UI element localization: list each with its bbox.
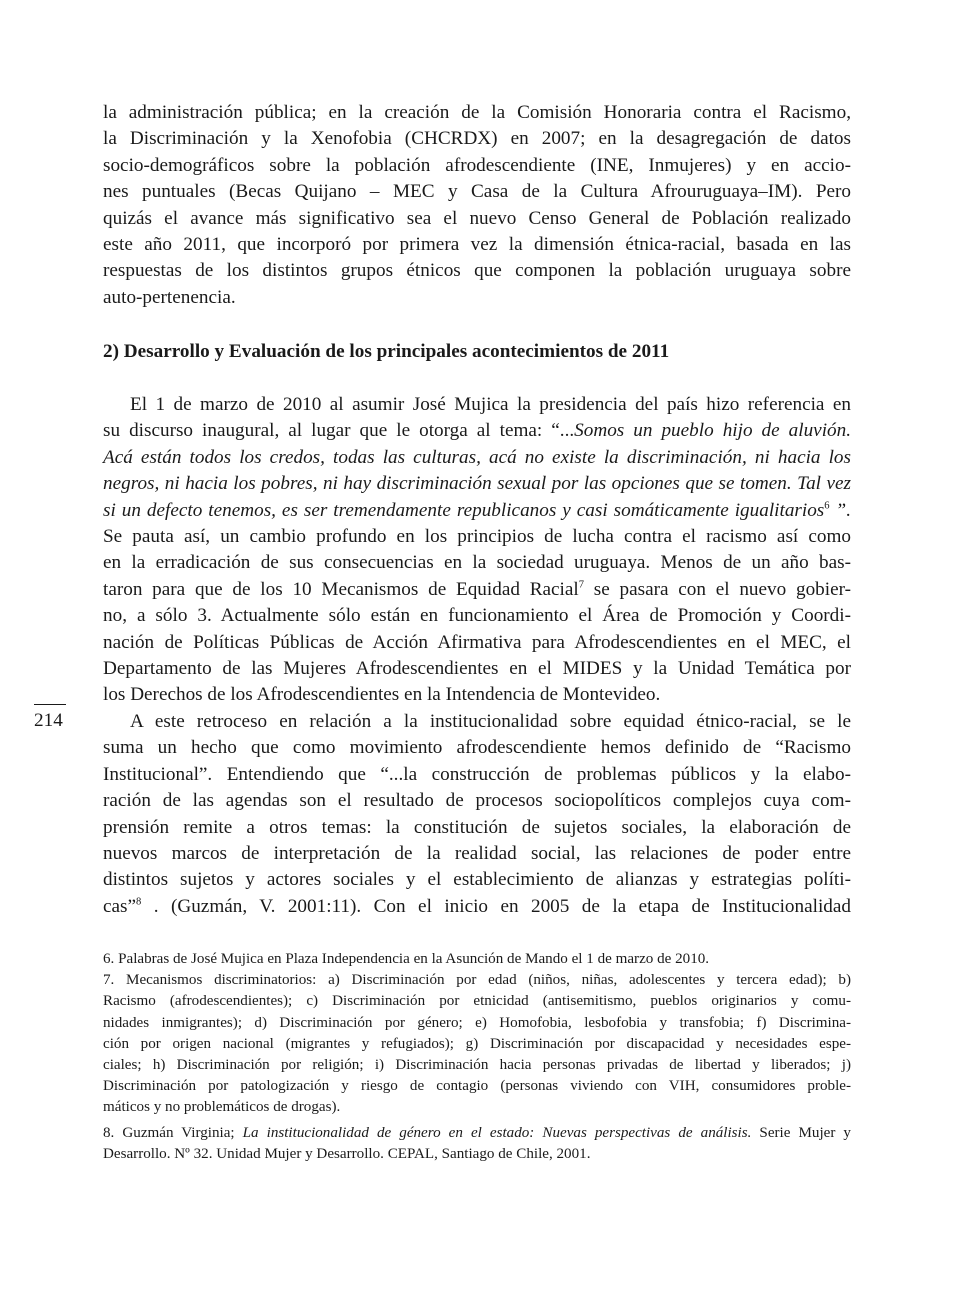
body-text-line: El 1 de marzo de 2010 al asumir José Mujica la presidencia del país hizo referencia en — [130, 394, 851, 415]
text-span: taron para que de los 10 Mecanismos de Equidad Racial — [103, 578, 579, 600]
quote-italic: Somos un pueblo hijo de aluvión. — [574, 420, 852, 442]
body-text-line: Departamento de las Mujeres Afrodescendientes en el MIDES y la Unidad Temática por — [103, 658, 851, 679]
footnote-7-line: nidades inmigrantes); d) Discriminación por género; e) Homofobia, lesbofobia y transfobia; f) Discrimina- — [103, 1014, 851, 1031]
body-text-line: respuestas de los distintos grupos étnicos que componen la población uruguaya sobre — [103, 260, 851, 282]
footnote-7-line: ción por origen nacional (migrantes y refugiados); g) Discriminación por discapacidad y necesidades espe- — [103, 1035, 851, 1052]
cited-title: La institucionalidad de género en el estado: Nuevas perspectivas de análisis. — [242, 1125, 752, 1141]
footnote-7-line: Racismo (afrodescendientes); c) Discriminación por etnicidad (antisemitismo, pueblos originarios y comu- — [103, 993, 851, 1010]
body-text-line: no, a sólo 3. Actualmente sólo están en funcionamiento el Área de Promoción y Coordi- — [103, 605, 851, 627]
page-number-rule — [34, 704, 66, 705]
text-span: cas” — [103, 895, 137, 917]
text-span: 8. Guzmán Virginia; — [103, 1125, 243, 1141]
footnote-7-line: máticos y no problemáticos de drogas). — [103, 1099, 341, 1116]
body-text-line: A este retroceso en relación a la institucionalidad sobre equidad étnico-racial, se le — [130, 711, 851, 732]
footnote-6: 6. Palabras de José Mujica en Plaza Independencia en la Asunción de Mando el 1 de marzo de 2010. — [103, 951, 710, 967]
body-text-line: auto-pertenencia. — [103, 286, 236, 308]
page-number: 214 — [34, 710, 63, 731]
footnote-7-line: Discriminación por patologización y riesgo de contagio (personas viviendo con VIH, consumidores proble- — [103, 1078, 851, 1095]
text-span: su discurso inaugural, al lugar que le otorga al tema: “... — [103, 420, 575, 442]
body-text-line: nuevos marcos de interpretación de la realidad social, las relaciones de poder entre — [103, 843, 851, 864]
quote-italic: Acá están todos los credos, todas las culturas, acá no existe la discriminación, ni hacia los — [103, 446, 851, 468]
quote-italic-close: ”. — [829, 499, 851, 521]
text-span: . (Guzmán, V. 2001:11). Con el inicio en 2005 de la etapa de Institucionalidad — [141, 895, 851, 917]
text-span: se pasara con el nuevo gobier- — [584, 578, 851, 600]
quote-italic: si un defecto tenemos, es ser tremendamente republicanos y casi somáticamente igualitarios — [103, 499, 825, 521]
body-text-line: Se pauta así, un cambio profundo en los principios de lucha contra el racismo así como — [103, 526, 851, 547]
body-text-line: quizás el avance más significativo sea el nuevo Censo General de Población realizado — [103, 207, 851, 229]
body-text-line: suma un hecho que como movimiento afrodescendiente hemos definido de “Racismo — [103, 737, 851, 759]
body-text-line: Institucional”. Entendiendo que “...la construcción de problemas públicos y la elabo- — [103, 763, 851, 785]
footnote-8 — [103, 1123, 851, 1144]
body-text-line: ración de las agendas son el resultado de procesos sociopolíticos complejos cuya com- — [103, 790, 851, 812]
footnote-ref-8[interactable]: 8 — [136, 896, 142, 908]
body-text-line: la Discriminación y la Xenofobia (CHCRDX) en 2007; en la desagregación de datos — [103, 128, 851, 150]
body-text-line: los Derechos de los Afrodescendientes en la Intendencia de Montevideo. — [103, 684, 661, 706]
body-text-line: prensión remite a otros temas: la constitución de sujetos sociales, la elaboración de — [103, 816, 851, 838]
body-text-line — [103, 498, 851, 524]
text-span: Serie Mujer y — [751, 1125, 851, 1141]
body-text-line: nación de Políticas Públicas de Acción Afirmativa para Afrodescendientes en el MEC, el — [103, 631, 851, 653]
body-text-line — [103, 577, 851, 603]
footnote-7-line: 7. Mecanismos discriminatorios: a) Discriminación por edad (niños, niñas, adolescentes y tercera edad); b) — [103, 972, 851, 989]
quote-italic: negros, ni hacia los pobres, ni hay discriminación sexual por las opciones que se tomen. Tal vez — [103, 473, 851, 495]
footnote-ref-7[interactable]: 7 — [578, 579, 584, 591]
body-text-line: este año 2011, que incorporó por primera vez la dimensión étnica-racial, basada en las — [103, 234, 851, 255]
footnote-7-line: ciales; h) Discriminación por religión; i) Discriminación hacia personas privadas de libertad y liberados; j) — [103, 1057, 851, 1073]
footnote-ref-6[interactable]: 6 — [824, 500, 830, 512]
body-text-line — [103, 894, 851, 920]
body-text-line: nes puntuales (Becas Quijano – MEC y Casa de la Cultura Afrouruguaya–IM). Pero — [103, 181, 851, 203]
footnote-8-line: Desarrollo. Nº 32. Unidad Mujer y Desarrollo. CEPAL, Santiago de Chile, 2001. — [103, 1146, 591, 1163]
section-heading: 2) Desarrollo y Evaluación de los principales acontecimientos de 2011 — [103, 341, 670, 362]
body-text-line — [103, 418, 851, 444]
body-text-line: distintos sujetos y actores sociales y el establecimiento de alianzas y estrategias políti- — [103, 869, 851, 891]
body-text-line: socio-demográficos sobre la población afrodescendiente (INE, Inmujeres) y en accio- — [103, 154, 851, 176]
body-text-line — [103, 471, 851, 497]
body-text-line — [103, 445, 851, 471]
body-text-line: en la erradicación de sus consecuencias en la sociedad uruguaya. Menos de un año bas- — [103, 552, 851, 574]
body-text-line: la administración pública; en la creación de la Comisión Honoraria contra el Racismo, — [103, 102, 851, 123]
